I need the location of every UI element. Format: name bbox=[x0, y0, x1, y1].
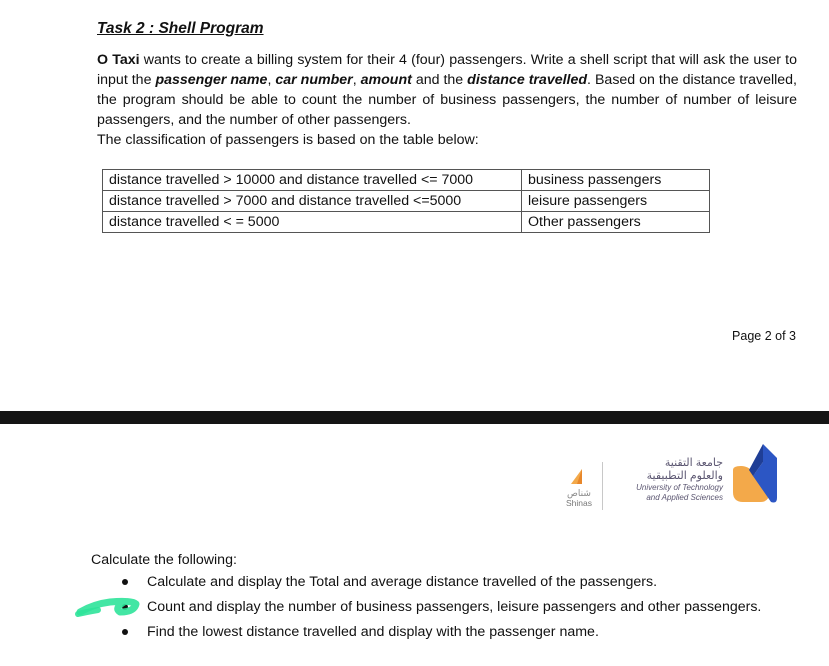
category-cell: business passengers bbox=[522, 170, 710, 191]
field-distance: distance travelled bbox=[467, 72, 588, 88]
university-arabic-1: جامعة التقنية bbox=[664, 457, 723, 469]
condition-cell: distance travelled > 7000 and distance travelled <=5000 bbox=[103, 191, 522, 212]
page-divider bbox=[0, 411, 829, 424]
calculation-list bbox=[118, 571, 761, 646]
list-item-text: Find the lowest distance travelled and display with the passenger name. bbox=[147, 624, 599, 640]
shinas-logo bbox=[559, 488, 599, 508]
condition-cell: distance travelled < = 5000 bbox=[103, 212, 522, 233]
table-row bbox=[103, 170, 710, 191]
university-emblem-icon bbox=[727, 440, 783, 510]
condition-cell: distance travelled > 10000 and distance travelled <= 7000 bbox=[103, 170, 522, 191]
classification-line: The classification of passengers is based on the table below: bbox=[97, 132, 479, 148]
list-item bbox=[118, 621, 761, 646]
calculate-label: Calculate the following: bbox=[91, 552, 237, 568]
list-item-text: Calculate and display the Total and average distance travelled of the passengers. bbox=[147, 574, 658, 590]
list-item bbox=[118, 571, 761, 596]
page-number: Page 2 of 3 bbox=[732, 329, 796, 343]
bullet-icon bbox=[122, 579, 128, 585]
table-row bbox=[103, 212, 710, 233]
task-description bbox=[97, 50, 797, 130]
list-item bbox=[118, 596, 761, 621]
highlighter-mark-icon bbox=[74, 590, 144, 620]
classification-table bbox=[102, 169, 710, 233]
sep-1: , bbox=[267, 72, 276, 88]
category-cell: Other passengers bbox=[522, 212, 710, 233]
university-name bbox=[605, 457, 723, 503]
shinas-english: Shinas bbox=[566, 498, 592, 508]
company-name: O Taxi bbox=[97, 52, 140, 68]
field-amount: amount bbox=[360, 72, 412, 88]
shinas-flag-icon bbox=[568, 466, 588, 486]
intro-text-3: . Based on the distance travelled, the program should be able to count the number of business passengers, the number of number of leisure passengers, and the number of other passengers. bbox=[97, 72, 797, 128]
table-row bbox=[103, 191, 710, 212]
sep-2: , bbox=[352, 72, 361, 88]
category-cell: leisure passengers bbox=[522, 191, 710, 212]
shinas-arabic: شناص bbox=[567, 488, 591, 498]
university-english-1: University of Technology bbox=[636, 483, 723, 492]
university-english-2: and Applied Sciences bbox=[646, 493, 723, 502]
intro-text-2: and the bbox=[411, 72, 468, 88]
logo-separator bbox=[602, 462, 603, 510]
university-arabic-2: والعلوم التطبيقية bbox=[646, 470, 723, 482]
bullet-icon bbox=[122, 629, 128, 635]
task-title: Task 2 : Shell Program bbox=[97, 20, 264, 37]
list-item-text: Count and display the number of business passengers, leisure passengers and other passengers. bbox=[147, 599, 762, 615]
field-passenger-name: passenger name bbox=[155, 72, 268, 88]
field-car-number: car number bbox=[275, 72, 353, 88]
intro-text-1: wants to create a billing system for their 4 (four) passengers. Write a shell script that will ask the user to input the bbox=[97, 52, 797, 88]
